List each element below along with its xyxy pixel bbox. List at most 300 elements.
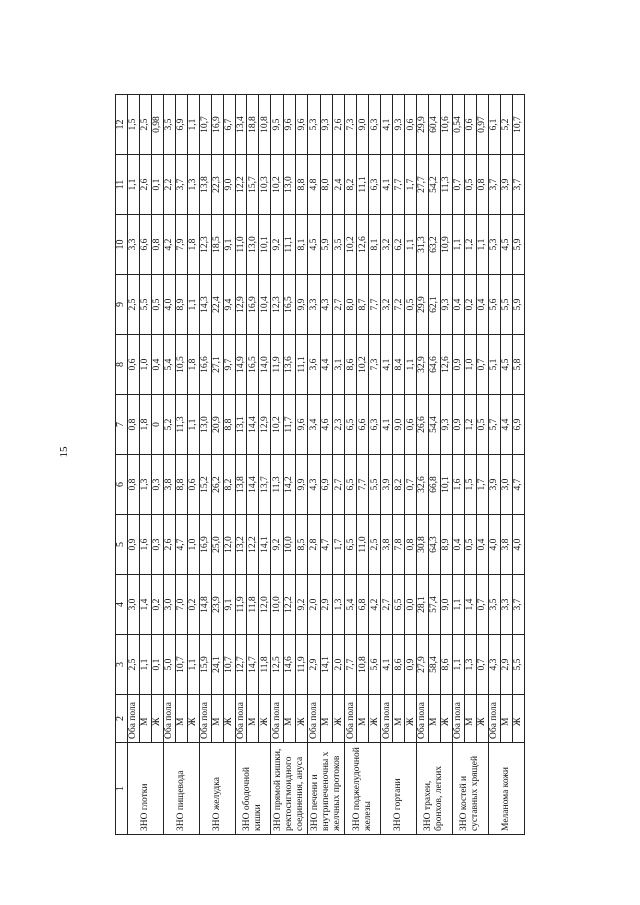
value-cell: 9,9 xyxy=(296,275,308,335)
value-cell: 1,3 xyxy=(187,155,199,215)
value-cell: 26,6 xyxy=(417,395,429,455)
value-cell: 0,4 xyxy=(476,515,488,575)
value-cell: 12,2 xyxy=(235,155,247,215)
sex-cell: Оба пола xyxy=(199,695,211,743)
value-cell: 8,0 xyxy=(345,275,357,335)
value-cell: 5,1 xyxy=(488,335,500,395)
column-header: 11 xyxy=(116,155,128,215)
value-cell: 8,8 xyxy=(223,395,235,455)
value-cell: 23,9 xyxy=(211,575,223,635)
value-cell: 10,5 xyxy=(175,335,187,395)
sex-cell: М xyxy=(357,695,369,743)
value-cell: 1,8 xyxy=(139,395,151,455)
table-row xyxy=(500,95,512,835)
sex-cell: М xyxy=(247,695,259,743)
value-cell: 7,3 xyxy=(369,335,381,395)
sex-cell: Оба пола xyxy=(235,695,247,743)
value-cell: 1,1 xyxy=(187,275,199,335)
column-header: 8 xyxy=(116,335,128,395)
value-cell: 12,0 xyxy=(223,515,235,575)
table-row xyxy=(452,95,464,835)
value-cell: 6,5 xyxy=(345,395,357,455)
value-cell: 3,3 xyxy=(127,215,139,275)
value-cell: 0,6 xyxy=(127,335,139,395)
value-cell: 2,5 xyxy=(369,515,381,575)
sex-cell: Оба пола xyxy=(452,695,464,743)
value-cell: 16,6 xyxy=(199,335,211,395)
value-cell: 16,9 xyxy=(199,515,211,575)
value-cell: 5,8 xyxy=(512,335,524,395)
table-row xyxy=(235,95,247,835)
value-cell: 14,9 xyxy=(235,335,247,395)
value-cell: 4,0 xyxy=(163,275,175,335)
value-cell: 64,3 xyxy=(428,515,440,575)
table-row xyxy=(428,95,440,835)
value-cell: 12,3 xyxy=(271,275,283,335)
value-cell: 0,9 xyxy=(452,335,464,395)
value-cell: 10,2 xyxy=(271,155,283,215)
table-row xyxy=(440,95,452,835)
value-cell: 0,4 xyxy=(452,275,464,335)
value-cell: 1,1 xyxy=(127,155,139,215)
cancer-site-cell: ЗНО ободочной кишки xyxy=(235,743,271,835)
value-cell: 1,7 xyxy=(476,455,488,515)
table-row xyxy=(417,95,429,835)
value-cell: 9,0 xyxy=(357,95,369,155)
value-cell: 29,9 xyxy=(417,95,429,155)
value-cell: 0,5 xyxy=(151,275,163,335)
value-cell: 2,5 xyxy=(127,275,139,335)
value-cell: 9,0 xyxy=(393,395,405,455)
value-cell: 6,5 xyxy=(345,515,357,575)
value-cell: 13,8 xyxy=(235,455,247,515)
table-row xyxy=(163,95,175,835)
value-cell: 10,9 xyxy=(440,215,452,275)
sex-cell: М xyxy=(393,695,405,743)
value-cell: 5,4 xyxy=(345,575,357,635)
value-cell: 8,9 xyxy=(175,275,187,335)
value-cell: 11,1 xyxy=(283,215,295,275)
value-cell: 13,0 xyxy=(247,215,259,275)
value-cell: 0 xyxy=(151,395,163,455)
value-cell: 0,8 xyxy=(405,515,417,575)
value-cell: 8,1 xyxy=(296,215,308,275)
value-cell: 3,9 xyxy=(381,455,393,515)
sex-cell: Оба пола xyxy=(488,695,500,743)
sex-cell: Ж xyxy=(296,695,308,743)
value-cell: 27,9 xyxy=(417,635,429,695)
value-cell: 10,7 xyxy=(175,635,187,695)
table-row xyxy=(345,95,357,835)
sex-cell: Оба пола xyxy=(127,695,139,743)
value-cell: 9,6 xyxy=(296,95,308,155)
cancer-site-cell: ЗНО костей и суставных хрящей xyxy=(452,743,488,835)
value-cell: 11,7 xyxy=(283,395,295,455)
value-cell: 3,1 xyxy=(332,335,344,395)
value-cell: 3,7 xyxy=(488,155,500,215)
sex-cell: Ж xyxy=(151,695,163,743)
value-cell: 1,2 xyxy=(464,395,476,455)
sex-cell: М xyxy=(428,695,440,743)
value-cell: 4,7 xyxy=(320,515,332,575)
value-cell: 29,9 xyxy=(417,275,429,335)
value-cell: 3,5 xyxy=(163,95,175,155)
value-cell: 1,0 xyxy=(464,335,476,395)
value-cell: 7,7 xyxy=(357,455,369,515)
value-cell: 1,3 xyxy=(139,455,151,515)
cancer-site-cell: ЗНО прямой кишки, ректосигмоидного соединения, ануса xyxy=(271,743,308,835)
value-cell: 32,9 xyxy=(417,335,429,395)
value-cell: 0,4 xyxy=(151,335,163,395)
value-cell: 10,3 xyxy=(259,155,271,215)
column-header: 3 xyxy=(116,635,128,695)
value-cell: 11,0 xyxy=(357,515,369,575)
value-cell: 14,0 xyxy=(259,335,271,395)
column-header: 4 xyxy=(116,575,128,635)
value-cell: 3,0 xyxy=(127,575,139,635)
value-cell: 5,4 xyxy=(163,335,175,395)
value-cell: 11,9 xyxy=(271,335,283,395)
value-cell: 5,5 xyxy=(369,455,381,515)
sex-cell: Оба пола xyxy=(381,695,393,743)
table-row xyxy=(512,95,524,835)
table-row xyxy=(283,95,295,835)
value-cell: 0,6 xyxy=(464,95,476,155)
value-cell: 8,0 xyxy=(320,155,332,215)
value-cell: 0,1 xyxy=(151,635,163,695)
value-cell: 3,8 xyxy=(500,515,512,575)
value-cell: 0,5 xyxy=(476,395,488,455)
value-cell: 10,2 xyxy=(271,395,283,455)
value-cell: 1,4 xyxy=(464,575,476,635)
value-cell: 9,0 xyxy=(223,155,235,215)
header-row xyxy=(116,95,128,835)
value-cell: 4,1 xyxy=(381,635,393,695)
value-cell: 9,2 xyxy=(271,515,283,575)
table-row xyxy=(476,95,488,835)
value-cell: 15,7 xyxy=(247,155,259,215)
value-cell: 11,8 xyxy=(259,635,271,695)
value-cell: 0,3 xyxy=(151,515,163,575)
value-cell: 2,9 xyxy=(500,635,512,695)
value-cell: 12,2 xyxy=(247,515,259,575)
value-cell: 2,2 xyxy=(163,155,175,215)
value-cell: 10,7 xyxy=(512,95,524,155)
table-row xyxy=(381,95,393,835)
value-cell: 8,5 xyxy=(296,515,308,575)
value-cell: 11,3 xyxy=(175,395,187,455)
value-cell: 9,6 xyxy=(296,395,308,455)
sex-cell: М xyxy=(500,695,512,743)
value-cell: 22,3 xyxy=(211,155,223,215)
table-row xyxy=(488,95,500,835)
value-cell: 0,5 xyxy=(464,515,476,575)
value-cell: 14,8 xyxy=(199,575,211,635)
value-cell: 7,9 xyxy=(175,215,187,275)
value-cell: 4,1 xyxy=(381,335,393,395)
value-cell: 11,1 xyxy=(296,335,308,395)
table-row xyxy=(405,95,417,835)
value-cell: 66,8 xyxy=(428,455,440,515)
value-cell: 4,5 xyxy=(500,335,512,395)
table-row xyxy=(464,95,476,835)
value-cell: 8,2 xyxy=(223,455,235,515)
value-cell: 0,5 xyxy=(464,155,476,215)
value-cell: 13,8 xyxy=(199,155,211,215)
value-cell: 0,6 xyxy=(405,395,417,455)
value-cell: 5,9 xyxy=(512,215,524,275)
value-cell: 9,4 xyxy=(223,275,235,335)
value-cell: 2,7 xyxy=(381,575,393,635)
value-cell: 6,2 xyxy=(393,215,405,275)
table-row xyxy=(296,95,308,835)
value-cell: 14,3 xyxy=(199,275,211,335)
value-cell: 10,1 xyxy=(440,455,452,515)
table-body xyxy=(116,95,525,835)
value-cell: 1,1 xyxy=(187,95,199,155)
value-cell: 1,7 xyxy=(332,515,344,575)
value-cell: 0,2 xyxy=(464,275,476,335)
value-cell: 22,4 xyxy=(211,275,223,335)
sex-cell: М xyxy=(139,695,151,743)
cancer-site-cell: Меланома кожи xyxy=(488,743,524,835)
value-cell: 6,9 xyxy=(320,455,332,515)
value-cell: 27,1 xyxy=(211,335,223,395)
value-cell: 5,0 xyxy=(163,635,175,695)
value-cell: 24,1 xyxy=(211,635,223,695)
value-cell: 3,5 xyxy=(332,215,344,275)
value-cell: 2,6 xyxy=(163,515,175,575)
value-cell: 12,6 xyxy=(440,335,452,395)
value-cell: 11,3 xyxy=(440,155,452,215)
value-cell: 6,3 xyxy=(369,395,381,455)
value-cell: 57,4 xyxy=(428,575,440,635)
value-cell: 13,7 xyxy=(259,455,271,515)
value-cell: 0,7 xyxy=(476,575,488,635)
value-cell: 1,5 xyxy=(127,95,139,155)
value-cell: 0,6 xyxy=(405,95,417,155)
value-cell: 2,6 xyxy=(332,95,344,155)
value-cell: 1,8 xyxy=(187,335,199,395)
value-cell: 2,3 xyxy=(332,395,344,455)
table-row xyxy=(271,95,283,835)
value-cell: 5,6 xyxy=(488,275,500,335)
value-cell: 4,1 xyxy=(381,395,393,455)
value-cell: 27,7 xyxy=(417,155,429,215)
value-cell: 3,2 xyxy=(381,275,393,335)
value-cell: 4,3 xyxy=(320,275,332,335)
value-cell: 6,9 xyxy=(512,395,524,455)
sex-cell: М xyxy=(283,695,295,743)
value-cell: 14,1 xyxy=(259,515,271,575)
sex-cell: Ж xyxy=(476,695,488,743)
sex-cell: Ж xyxy=(187,695,199,743)
column-header: 7 xyxy=(116,395,128,455)
value-cell: 5,9 xyxy=(320,215,332,275)
column-header: 9 xyxy=(116,275,128,335)
value-cell: 20,9 xyxy=(211,395,223,455)
sex-cell: Оба пола xyxy=(345,695,357,743)
value-cell: 8,9 xyxy=(440,515,452,575)
value-cell: 16,5 xyxy=(283,275,295,335)
value-cell: 9,1 xyxy=(223,575,235,635)
sex-cell: М xyxy=(175,695,187,743)
value-cell: 6,7 xyxy=(223,95,235,155)
value-cell: 13,0 xyxy=(199,395,211,455)
value-cell: 31,3 xyxy=(417,215,429,275)
value-cell: 15,9 xyxy=(199,635,211,695)
table-row xyxy=(320,95,332,835)
value-cell: 1,1 xyxy=(187,635,199,695)
column-header: 6 xyxy=(116,455,128,515)
value-cell: 60,4 xyxy=(428,95,440,155)
value-cell: 8,2 xyxy=(345,155,357,215)
incidence-table xyxy=(115,94,525,835)
value-cell: 5,5 xyxy=(500,275,512,335)
value-cell: 10,6 xyxy=(440,95,452,155)
value-cell: 3,2 xyxy=(381,215,393,275)
value-cell: 1,2 xyxy=(464,215,476,275)
value-cell: 13,4 xyxy=(235,95,247,155)
value-cell: 2,4 xyxy=(332,155,344,215)
value-cell: 10,2 xyxy=(357,335,369,395)
value-cell: 1,6 xyxy=(139,515,151,575)
value-cell: 3,4 xyxy=(308,395,320,455)
value-cell: 7,7 xyxy=(345,635,357,695)
value-cell: 9,1 xyxy=(223,215,235,275)
value-cell: 5,9 xyxy=(512,275,524,335)
value-cell: 0,8 xyxy=(151,215,163,275)
table-row xyxy=(259,95,271,835)
value-cell: 1,1 xyxy=(405,215,417,275)
value-cell: 11,9 xyxy=(235,575,247,635)
value-cell: 1,8 xyxy=(187,215,199,275)
value-cell: 0,97 xyxy=(476,95,488,155)
table-row xyxy=(139,95,151,835)
table-row xyxy=(199,95,211,835)
value-cell: 6,6 xyxy=(139,215,151,275)
value-cell: 5,3 xyxy=(308,95,320,155)
table-row xyxy=(127,95,139,835)
column-header: 10 xyxy=(116,215,128,275)
value-cell: 1,5 xyxy=(464,455,476,515)
value-cell: 0,7 xyxy=(452,155,464,215)
value-cell: 16,9 xyxy=(211,95,223,155)
value-cell: 10,0 xyxy=(271,575,283,635)
value-cell: 7,7 xyxy=(369,275,381,335)
sex-cell: Оба пола xyxy=(271,695,283,743)
value-cell: 9,3 xyxy=(393,95,405,155)
value-cell: 2,7 xyxy=(332,275,344,335)
value-cell: 1,0 xyxy=(187,515,199,575)
value-cell: 10,7 xyxy=(223,635,235,695)
sex-cell: Ж xyxy=(332,695,344,743)
sex-cell: М xyxy=(211,695,223,743)
table-row xyxy=(175,95,187,835)
value-cell: 0,4 xyxy=(476,275,488,335)
sex-cell: Ж xyxy=(259,695,271,743)
value-cell: 1,1 xyxy=(452,575,464,635)
value-cell: 3,7 xyxy=(512,155,524,215)
value-cell: 3,3 xyxy=(500,575,512,635)
value-cell: 1,3 xyxy=(332,575,344,635)
value-cell: 12,3 xyxy=(199,215,211,275)
sex-cell: Оба пола xyxy=(163,695,175,743)
value-cell: 2,8 xyxy=(308,515,320,575)
value-cell: 8,8 xyxy=(296,155,308,215)
value-cell: 12,6 xyxy=(357,215,369,275)
value-cell: 6,5 xyxy=(393,575,405,635)
value-cell: 30,8 xyxy=(417,515,429,575)
value-cell: 6,1 xyxy=(488,95,500,155)
value-cell: 4,0 xyxy=(512,515,524,575)
table-row xyxy=(393,95,405,835)
value-cell: 9,5 xyxy=(271,95,283,155)
value-cell: 9,2 xyxy=(296,575,308,635)
value-cell: 11,1 xyxy=(357,155,369,215)
value-cell: 13,0 xyxy=(283,155,295,215)
value-cell: 7,7 xyxy=(393,155,405,215)
value-cell: 2,6 xyxy=(139,155,151,215)
value-cell: 10,4 xyxy=(259,275,271,335)
value-cell: 3,9 xyxy=(488,455,500,515)
value-cell: 4,4 xyxy=(320,335,332,395)
value-cell: 18,5 xyxy=(211,215,223,275)
value-cell: 4,5 xyxy=(500,215,512,275)
value-cell: 0,5 xyxy=(405,275,417,335)
value-cell: 3,5 xyxy=(488,575,500,635)
value-cell: 14,4 xyxy=(247,395,259,455)
value-cell: 9,0 xyxy=(440,575,452,635)
value-cell: 0,7 xyxy=(405,455,417,515)
cancer-site-cell: ЗНО глотки xyxy=(127,743,163,835)
value-cell: 14,6 xyxy=(283,635,295,695)
sex-cell: М xyxy=(320,695,332,743)
value-cell: 54,2 xyxy=(428,155,440,215)
value-cell: 5,2 xyxy=(500,95,512,155)
value-cell: 2,5 xyxy=(139,95,151,155)
value-cell: 0,7 xyxy=(476,335,488,395)
table-row xyxy=(357,95,369,835)
value-cell: 28,1 xyxy=(417,575,429,635)
table-row xyxy=(308,95,320,835)
sex-cell: Ж xyxy=(223,695,235,743)
value-cell: 0,8 xyxy=(127,455,139,515)
cancer-site-cell: ЗНО печени и внутрипеченочны х желчных протоков xyxy=(308,743,345,835)
value-cell: 7,3 xyxy=(345,95,357,155)
value-cell: 0,4 xyxy=(452,515,464,575)
value-cell: 0,98 xyxy=(151,95,163,155)
value-cell: 2,5 xyxy=(127,635,139,695)
value-cell: 6,3 xyxy=(369,155,381,215)
value-cell: 10,7 xyxy=(199,95,211,155)
value-cell: 6,6 xyxy=(357,395,369,455)
value-cell: 3,8 xyxy=(381,515,393,575)
value-cell: 8,8 xyxy=(175,455,187,515)
value-cell: 0,8 xyxy=(476,155,488,215)
value-cell: 3,7 xyxy=(512,575,524,635)
value-cell: 0,2 xyxy=(187,575,199,635)
value-cell: 2,9 xyxy=(308,635,320,695)
value-cell: 0,54 xyxy=(452,95,464,155)
value-cell: 26,2 xyxy=(211,455,223,515)
value-cell: 11,3 xyxy=(271,455,283,515)
column-header: 1 xyxy=(116,743,128,835)
value-cell: 11,8 xyxy=(247,575,259,635)
value-cell: 5,3 xyxy=(488,215,500,275)
sex-cell: Оба пола xyxy=(308,695,320,743)
value-cell: 4,3 xyxy=(488,635,500,695)
